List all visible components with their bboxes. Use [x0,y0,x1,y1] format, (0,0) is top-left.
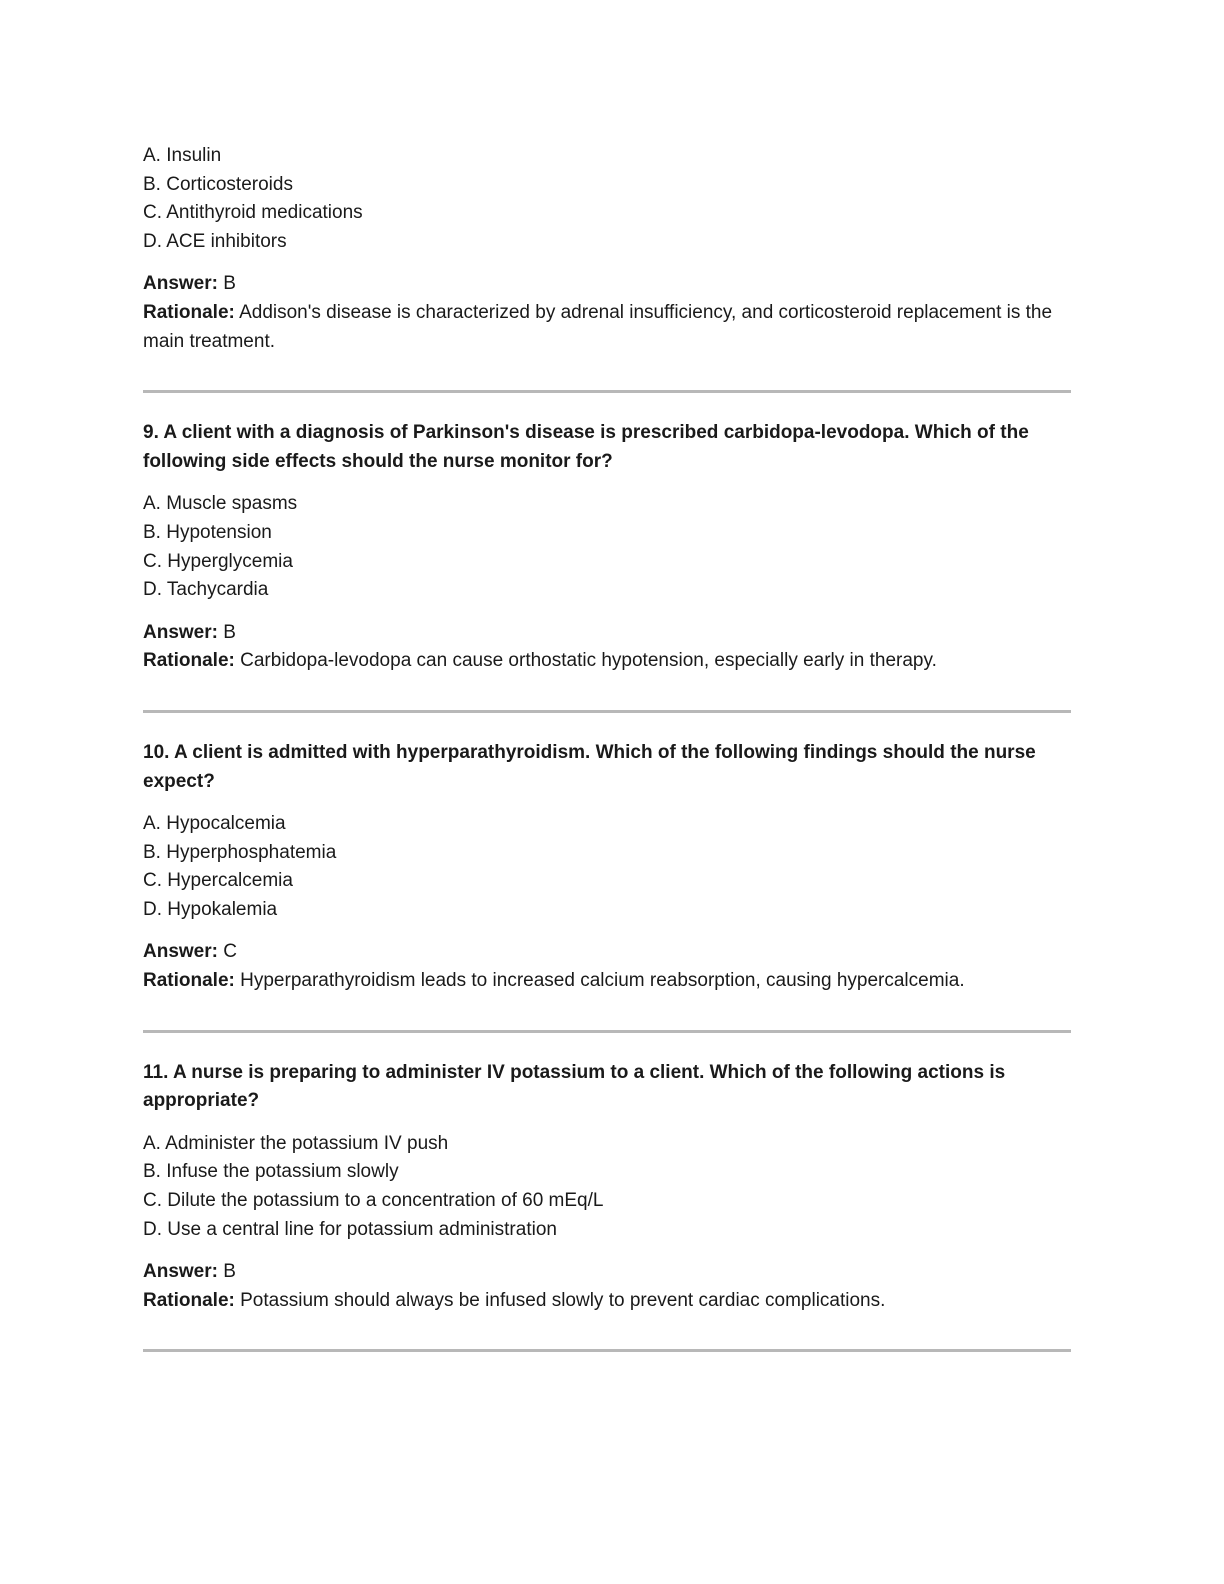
question-11-options [143,1130,1071,1244]
answer-label: Answer: [143,941,218,963]
rationale-label: Rationale: [143,970,235,992]
rationale-line [143,299,1071,356]
rationale-text: Potassium should always be infused slowly to prevent cardiac complications. [234,1289,886,1311]
answer-value: B [217,273,236,295]
question-8-options [143,142,1071,256]
option-d: D. ACE inhibitors [143,230,287,252]
answer-value: B [217,1261,236,1283]
option-d: D. Hypokalemia [143,898,278,920]
rationale-label: Rationale: [143,301,235,323]
question-8-block [143,142,1071,356]
question-10-text: 10. A client is admitted with hyperparathyroidism. Which of the following findings should the nurse expect? [143,741,1036,792]
answer-value: B [217,621,236,643]
option-c: C. Hypercalcemia [143,870,293,892]
question-10-answer-block [143,938,1071,995]
option-b: B. Hyperphosphatemia [143,841,337,863]
question-9-block [143,419,1071,676]
section-divider [143,710,1071,713]
section-divider [143,1030,1071,1033]
question-9-answer-block [143,619,1071,676]
option-c: C. Hyperglycemia [143,550,293,572]
option-d: D. Use a central line for potassium administration [143,1218,557,1240]
option-a: A. Muscle spasms [143,493,298,515]
section-divider [143,390,1071,393]
question-8-answer-block [143,270,1071,356]
option-d: D. Tachycardia [143,579,269,601]
rationale-line [143,1287,1071,1316]
answer-label: Answer: [143,1261,218,1283]
question-9-text: 9. A client with a diagnosis of Parkinson's disease is prescribed carbidopa-levodopa. Which of the following side effects should the nurse monitor for? [143,422,1029,472]
rationale-text: Carbidopa-levodopa can cause orthostatic hypotension, especially early in therapy. [234,650,937,672]
answer-label: Answer: [143,621,218,643]
question-11-block [143,1059,1071,1316]
section-divider [143,1349,1071,1352]
option-a: A. Hypocalcemia [143,813,286,835]
rationale-text: Addison's disease is characterized by adrenal insufficiency, and corticosteroid replacement is the main treatment. [143,301,1053,352]
rationale-line [143,967,1071,996]
question-10-options [143,810,1071,924]
option-b: B. Infuse the potassium slowly [143,1161,399,1183]
answer-line [143,619,1071,648]
answer-label: Answer: [143,273,218,295]
answer-line [143,1258,1071,1287]
rationale-label: Rationale: [143,650,235,672]
option-b: B. Corticosteroids [143,173,293,195]
rationale-label: Rationale: [143,1289,235,1311]
question-10-block [143,739,1071,996]
document-page [143,142,1071,1378]
answer-value: C [217,941,237,963]
question-11-answer-block [143,1258,1071,1315]
rationale-line [143,647,1071,676]
option-c: C. Antithyroid medications [143,202,363,224]
option-c: C. Dilute the potassium to a concentration of 60 mEq/L [143,1190,604,1212]
answer-line [143,938,1071,967]
question-11-text: 11. A nurse is preparing to administer IV potassium to a client. Which of the following actions is appropriate? [143,1061,1006,1112]
rationale-text: Hyperparathyroidism leads to increased calcium reabsorption, causing hypercalcemia. [234,970,965,992]
question-9-options [143,490,1071,604]
answer-line [143,270,1071,299]
option-a: A. Administer the potassium IV push [143,1132,449,1154]
option-b: B. Hypotension [143,521,272,543]
option-a: A. Insulin [143,145,222,166]
